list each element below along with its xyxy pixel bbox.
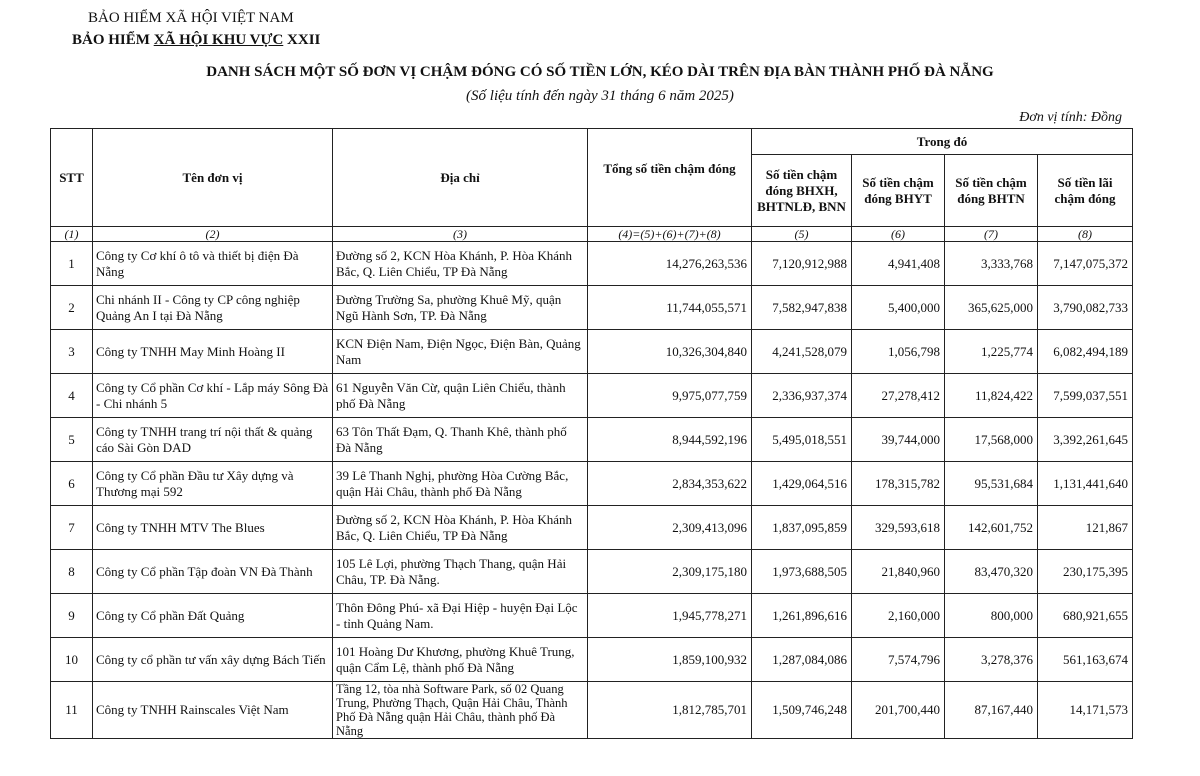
row-total: 2,309,413,096: [588, 506, 752, 550]
table-row: [51, 550, 1133, 594]
row-bhxh: 7,120,912,988: [752, 242, 852, 286]
row-bhxh: 2,336,937,374: [752, 374, 852, 418]
document-subtitle: (Số liệu tính đến ngày 31 tháng 6 năm 2025): [466, 88, 734, 104]
unit-note: Đơn vị tính: Đồng: [1019, 110, 1122, 125]
table-row: [51, 594, 1133, 638]
row-address: Tầng 12, tòa nhà Software Park, số 02 Quang Trung, Phường Thạch, Quận Hải Châu, Thành Phố Đà Nẵng quận Hải Châu, thành phố Đà Nẵng: [333, 682, 588, 739]
org-name-line1: BẢO HIỂM XÃ HỘI VIỆT NAM: [88, 10, 294, 26]
row-total: 11,744,055,571: [588, 286, 752, 330]
col-header-interest: Số tiền lãi chậm đóng: [1038, 155, 1133, 227]
row-bhyt: 201,700,440: [852, 682, 945, 739]
row-total: 10,326,304,840: [588, 330, 752, 374]
row-bhtn: 1,225,774: [945, 330, 1038, 374]
row-total: 2,309,175,180: [588, 550, 752, 594]
arrears-table: [50, 128, 1133, 739]
col-number: (2): [93, 227, 333, 242]
row-bhxh: 1,429,064,516: [752, 462, 852, 506]
row-address: Đường số 2, KCN Hòa Khánh, P. Hòa Khánh Bắc, Q. Liên Chiểu, TP Đà Nẵng: [333, 506, 588, 550]
row-stt: 2: [51, 286, 93, 330]
org-name-suffix: XXII: [283, 32, 321, 48]
row-address: 105 Lê Lợi, phường Thạch Thang, quận Hải Châu, TP. Đà Nẵng.: [333, 550, 588, 594]
row-bhyt: 4,941,408: [852, 242, 945, 286]
document-title: DANH SÁCH MỘT SỐ ĐƠN VỊ CHẬM ĐÓNG CÓ SỐ TIỀN LỚN, KÉO DÀI TRÊN ĐỊA BÀN THÀNH PHỐ ĐÀ NẴNG: [206, 64, 994, 80]
col-header-bhxh: Số tiền chậm đóng BHXH, BHTNLĐ, BNN: [752, 155, 852, 227]
row-address: Đường số 2, KCN Hòa Khánh, P. Hòa Khánh Bắc, Q. Liên Chiểu, TP Đà Nẵng: [333, 242, 588, 286]
col-header-bhtn: Số tiền chậm đóng BHTN: [945, 155, 1038, 227]
row-bhyt: 7,574,796: [852, 638, 945, 682]
row-stt: 6: [51, 462, 93, 506]
row-name: Công ty TNHH MTV The Blues: [93, 506, 333, 550]
row-bhxh: 4,241,528,079: [752, 330, 852, 374]
row-interest: 3,392,261,645: [1038, 418, 1133, 462]
row-interest: 7,147,075,372: [1038, 242, 1133, 286]
row-interest: 121,867: [1038, 506, 1133, 550]
row-bhyt: 21,840,960: [852, 550, 945, 594]
row-bhyt: 178,315,782: [852, 462, 945, 506]
row-total: 8,944,592,196: [588, 418, 752, 462]
table-row: [51, 638, 1133, 682]
row-stt: 8: [51, 550, 93, 594]
row-address: Đường Trường Sa, phường Khuê Mỹ, quận Ngũ Hành Sơn, TP. Đà Nẵng: [333, 286, 588, 330]
row-bhtn: 3,333,768: [945, 242, 1038, 286]
row-bhxh: 1,261,896,616: [752, 594, 852, 638]
row-interest: 14,171,573: [1038, 682, 1133, 739]
row-total: 9,975,077,759: [588, 374, 752, 418]
row-bhxh: 5,495,018,551: [752, 418, 852, 462]
table-row: [51, 418, 1133, 462]
table-row: [51, 506, 1133, 550]
table-row: [51, 330, 1133, 374]
row-bhtn: 95,531,684: [945, 462, 1038, 506]
row-bhtn: 11,824,422: [945, 374, 1038, 418]
row-interest: 1,131,441,640: [1038, 462, 1133, 506]
row-address: 61 Nguyễn Văn Cừ, quận Liên Chiểu, thành phố Đà Nẵng: [333, 374, 588, 418]
table-row: [51, 286, 1133, 330]
row-bhyt: 329,593,618: [852, 506, 945, 550]
row-name: Công ty TNHH Rainscales Việt Nam: [93, 682, 333, 739]
row-address: 63 Tôn Thất Đạm, Q. Thanh Khê, thành phố Đà Nẵng: [333, 418, 588, 462]
row-stt: 3: [51, 330, 93, 374]
row-stt: 10: [51, 638, 93, 682]
row-stt: 1: [51, 242, 93, 286]
col-number: (4)=(5)+(6)+(7)+(8): [588, 227, 752, 242]
row-address: 39 Lê Thanh Nghị, phường Hòa Cường Bắc, quận Hải Châu, thành phố Đà Nẵng: [333, 462, 588, 506]
row-address: KCN Điện Nam, Điện Ngọc, Điện Bàn, Quảng Nam: [333, 330, 588, 374]
row-bhtn: 800,000: [945, 594, 1038, 638]
col-header-name: Tên đơn vị: [93, 129, 333, 227]
row-total: 14,276,263,536: [588, 242, 752, 286]
column-number-row: [51, 227, 1133, 242]
row-interest: 561,163,674: [1038, 638, 1133, 682]
table-row: [51, 682, 1133, 739]
row-name: Công ty Cổ phần Tập đoàn VN Đà Thành: [93, 550, 333, 594]
row-total: 1,812,785,701: [588, 682, 752, 739]
col-header-stt: STT: [51, 129, 93, 227]
col-header-group: Trong đó: [752, 129, 1133, 155]
row-bhtn: 365,625,000: [945, 286, 1038, 330]
row-total: 1,945,778,271: [588, 594, 752, 638]
row-name: Công ty TNHH May Minh Hoàng II: [93, 330, 333, 374]
table-row: [51, 242, 1133, 286]
col-header-bhyt: Số tiền chậm đóng BHYT: [852, 155, 945, 227]
col-header-total: Tổng số tiền chậm đóng: [588, 129, 752, 227]
row-stt: 11: [51, 682, 93, 739]
row-bhyt: 39,744,000: [852, 418, 945, 462]
row-interest: 7,599,037,551: [1038, 374, 1133, 418]
row-interest: 680,921,655: [1038, 594, 1133, 638]
row-name: Công ty Cổ phần Đầu tư Xây dựng và Thương mại 592: [93, 462, 333, 506]
col-number: (6): [852, 227, 945, 242]
row-bhtn: 83,470,320: [945, 550, 1038, 594]
row-address: Thôn Đông Phú- xã Đại Hiệp - huyện Đại Lộc - tỉnh Quảng Nam.: [333, 594, 588, 638]
col-number: (7): [945, 227, 1038, 242]
row-total: 2,834,353,622: [588, 462, 752, 506]
row-name: Công ty TNHH trang trí nội thất & quảng cáo Sài Gòn DAD: [93, 418, 333, 462]
row-total: 1,859,100,932: [588, 638, 752, 682]
row-interest: 230,175,395: [1038, 550, 1133, 594]
col-number: (3): [333, 227, 588, 242]
row-stt: 7: [51, 506, 93, 550]
row-stt: 4: [51, 374, 93, 418]
row-name: Công ty Cổ phần Đất Quảng: [93, 594, 333, 638]
row-bhxh: 1,973,688,505: [752, 550, 852, 594]
row-stt: 9: [51, 594, 93, 638]
row-interest: 3,790,082,733: [1038, 286, 1133, 330]
row-bhtn: 3,278,376: [945, 638, 1038, 682]
table-row: [51, 374, 1133, 418]
org-name-underlined: XÃ HỘI KHU VỰC: [153, 32, 284, 48]
row-bhyt: 2,160,000: [852, 594, 945, 638]
row-bhtn: 17,568,000: [945, 418, 1038, 462]
row-name: Công ty cổ phần tư vấn xây dựng Bách Tiến: [93, 638, 333, 682]
row-bhtn: 87,167,440: [945, 682, 1038, 739]
col-number: (5): [752, 227, 852, 242]
row-bhxh: 1,837,095,859: [752, 506, 852, 550]
row-bhtn: 142,601,752: [945, 506, 1038, 550]
row-bhxh: 1,287,084,086: [752, 638, 852, 682]
org-name-prefix: BẢO HIỂM: [72, 32, 154, 48]
row-bhyt: 5,400,000: [852, 286, 945, 330]
row-bhyt: 27,278,412: [852, 374, 945, 418]
col-number: (8): [1038, 227, 1133, 242]
row-address: 101 Hoàng Dư Khương, phường Khuê Trung, quận Cẩm Lệ, thành phố Đà Nẵng: [333, 638, 588, 682]
row-stt: 5: [51, 418, 93, 462]
table-row: [51, 462, 1133, 506]
row-name: Công ty Cổ phần Cơ khí - Lắp máy Sông Đà - Chi nhánh 5: [93, 374, 333, 418]
row-interest: 6,082,494,189: [1038, 330, 1133, 374]
col-number: (1): [51, 227, 93, 242]
row-name: Công ty Cơ khí ô tô và thiết bị điện Đà Nẵng: [93, 242, 333, 286]
row-bhxh: 1,509,746,248: [752, 682, 852, 739]
row-name: Chi nhánh II - Công ty CP công nghiệp Quảng An I tại Đà Nẵng: [93, 286, 333, 330]
col-header-address: Địa chỉ: [333, 129, 588, 227]
row-bhyt: 1,056,798: [852, 330, 945, 374]
row-bhxh: 7,582,947,838: [752, 286, 852, 330]
org-name-line2: [72, 32, 320, 49]
